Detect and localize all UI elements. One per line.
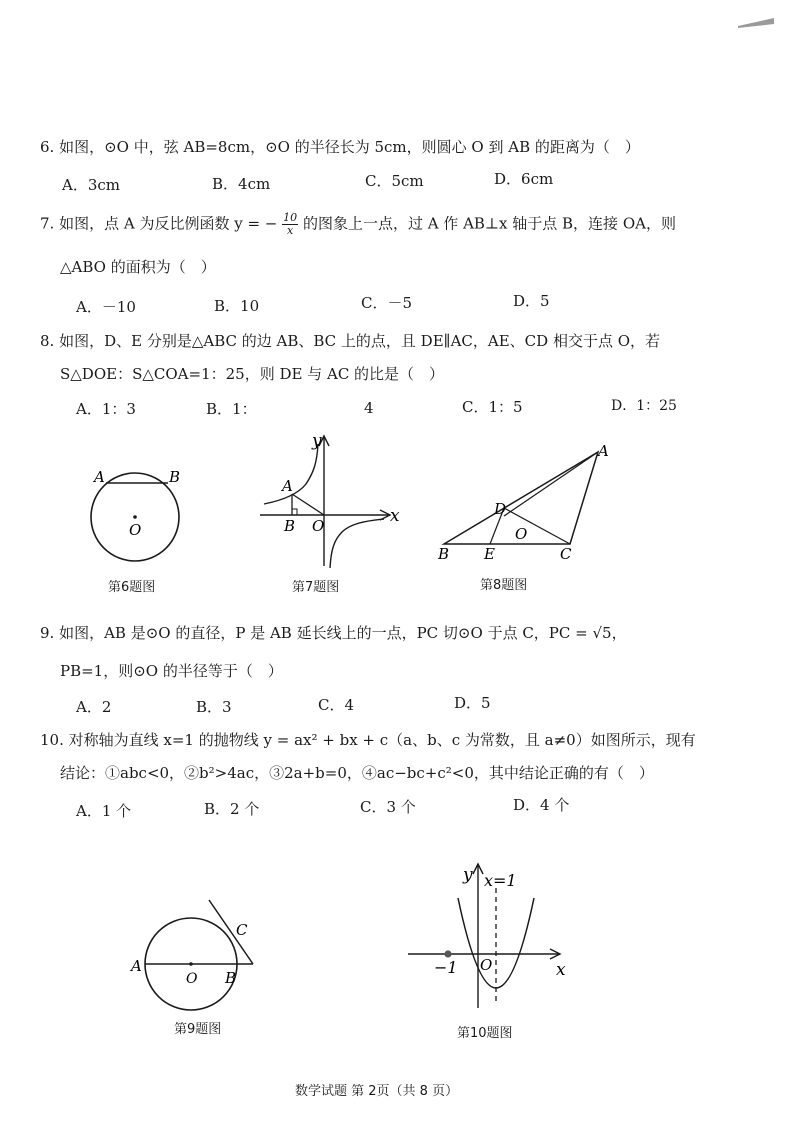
q7-stem-line2: △ABO 的面积为（ ）: [60, 258, 216, 276]
fig10-label-o: O: [480, 956, 493, 974]
q10-option-b: B．2 个: [204, 800, 260, 818]
q8-option-b: B．1：: [206, 400, 257, 418]
q8-option-a: A．1：3: [76, 400, 136, 418]
fig8-label-o: O: [515, 525, 528, 543]
fig9-center-dot: [189, 962, 193, 966]
fig10-label-minus-one: −1: [434, 958, 458, 977]
fig9-label-c: C: [236, 921, 248, 939]
q7-fraction: [282, 212, 298, 237]
q6-option-c: C．5cm: [365, 172, 424, 190]
q6-option-b: B．4cm: [212, 175, 271, 193]
fig7-label-o: O: [312, 517, 325, 535]
q9-stem: 9. 如图，AB 是⊙O 的直径，P 是 AB 延长线上的一点，PC 切⊙O 于点 C，PC = √5，: [40, 624, 627, 642]
figure-10: [400, 858, 580, 1018]
q7-fraction-denominator: x: [287, 224, 294, 238]
fig8-label-d: D: [494, 500, 507, 518]
fig7-hyperbola-branch-4: [330, 519, 384, 568]
q9-option-b: B．3: [196, 698, 232, 716]
fig6-center-dot: [133, 515, 137, 519]
fig8-segment-ae: [504, 452, 598, 516]
figure-8: [432, 438, 622, 568]
fig8-label-b: B: [438, 545, 450, 563]
fig6-label-a: A: [94, 468, 105, 486]
q9-option-a: A．2: [76, 698, 112, 716]
q9-option-c: C．4: [318, 696, 355, 714]
q10-option-c: C．3 个: [360, 798, 416, 816]
q7-stem-b: 的图象上一点，过 A 作 AB⊥x 轴于点 B，连接 OA，则: [302, 214, 676, 233]
fig8-label-a: A: [598, 442, 609, 460]
q10-stem-line2: 结论：①abc<0，②b²>4ac，③2a+b=0，④ac−bc+c²<0，其中结论正确的有（ ）: [60, 764, 654, 782]
q7-fraction-numerator: 10: [283, 211, 298, 224]
fig7-label-b: B: [284, 517, 296, 535]
fig7-label-a: A: [282, 477, 293, 495]
q7-stem-a: 7. 如图，点 A 为反比例函数 y = −: [40, 214, 278, 233]
q8-option-d: D．1：25: [611, 398, 677, 414]
q8-stem: 8. 如图，D、E 分别是△ABC 的边 AB、BC 上的点，且 DE∥AC，AE、CD 相交于点 O，若: [40, 332, 661, 350]
fig7-hyperbola-branch-2: [264, 444, 318, 504]
fig6-label-b: B: [169, 468, 181, 486]
q6-option-a: A．3cm: [62, 176, 121, 194]
fig9-label-a: A: [131, 957, 142, 975]
q7-option-d: D．5: [513, 292, 550, 310]
q10-stem: 10. 对称轴为直线 x=1 的抛物线 y = ax² + bx + c（a、b、c 为常数，且 a≠0）如图所示，现有: [40, 731, 696, 749]
fig7-right-angle-icon: [292, 509, 297, 515]
q9-stem-line2: PB=1，则⊙O 的半径等于（ ）: [60, 662, 283, 680]
scan-mark-icon: [736, 14, 776, 30]
fig10-label-x: x: [556, 960, 566, 980]
q8-option-b-value: 4: [364, 399, 374, 417]
fig8-label-c: C: [560, 545, 572, 563]
q8-stem-line2: S△DOE：S△COA=1：25，则 DE 与 AC 的比是（ ）: [60, 365, 445, 383]
q9-option-d: D．5: [454, 694, 491, 712]
q10-option-a: A．1 个: [76, 802, 132, 820]
fig8-label-e: E: [484, 545, 495, 563]
fig6-caption: 第6题图: [108, 580, 156, 595]
q7-option-a: A．－10: [76, 298, 136, 316]
q7-stem: [40, 212, 676, 237]
fig10-label-x-equals-1: x=1: [484, 871, 517, 890]
fig10-point-minus-one: [444, 950, 451, 957]
fig9-caption: 第9题图: [174, 1022, 222, 1037]
fig7-caption: 第7题图: [292, 580, 340, 595]
figure-6: [80, 455, 190, 570]
fig8-segment-cd: [504, 508, 570, 544]
q7-option-b: B．10: [214, 297, 260, 315]
fig7-label-x: x: [390, 506, 400, 526]
fig9-label-o: O: [186, 971, 198, 987]
fig8-caption: 第8题图: [480, 578, 528, 593]
figure-7: [250, 428, 410, 573]
fig7-label-y: y: [312, 431, 322, 451]
fig10-label-y: y: [463, 865, 473, 885]
q10-option-d: D．4 个: [513, 796, 570, 814]
q7-option-c: C．－5: [361, 294, 413, 312]
q6-option-d: D．6cm: [494, 170, 554, 188]
figure-9: [125, 895, 265, 1015]
q6-stem: 6. 如图，⊙O 中，弦 AB=8cm，⊙O 的半径长为 5cm，则圆心 O 到 AB 的距离为（ ）: [40, 138, 640, 156]
fig9-label-b: B: [225, 969, 237, 987]
fig10-caption: 第10题图: [457, 1026, 513, 1041]
fig6-label-o: O: [129, 521, 142, 539]
page-footer: 数学试题 第 2页（共 8 页）: [295, 1084, 459, 1099]
q8-option-c: C．1：5: [462, 398, 523, 416]
